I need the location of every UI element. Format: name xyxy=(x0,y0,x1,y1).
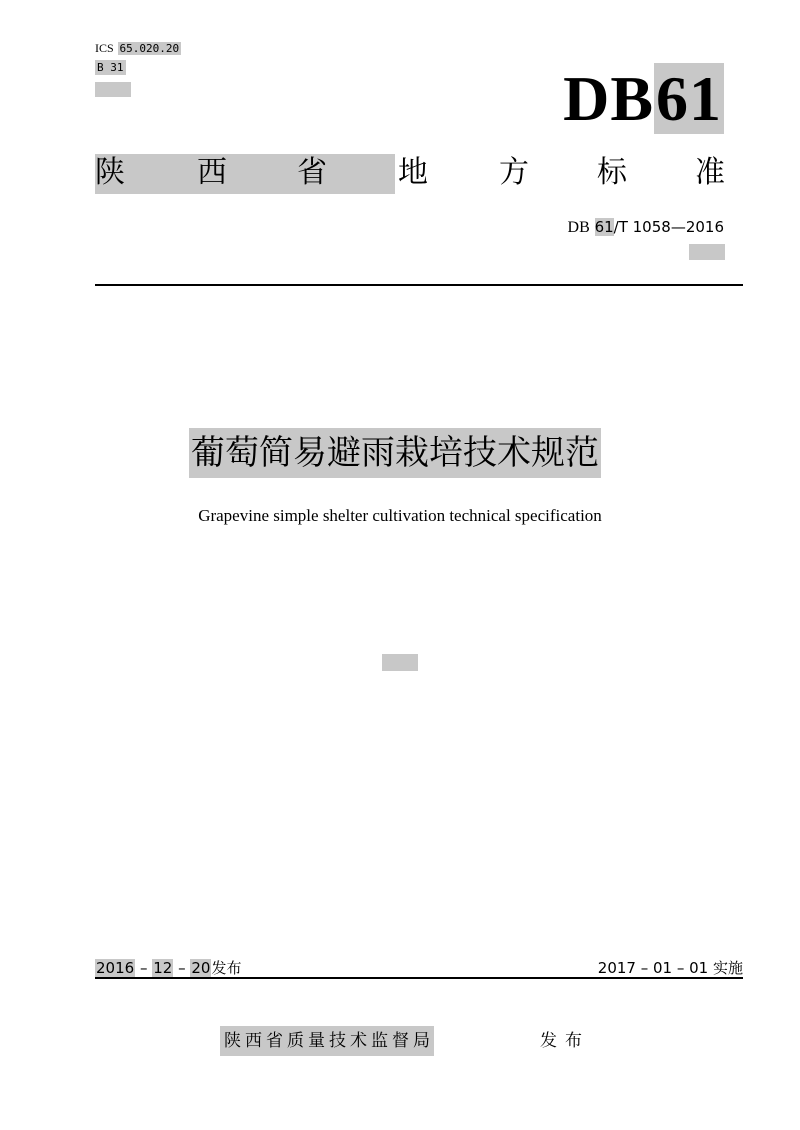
standard-type-heading xyxy=(95,150,727,196)
issue-label: 发布 xyxy=(540,1031,590,1051)
ics-classification xyxy=(95,41,181,56)
redaction-block xyxy=(95,82,131,97)
type-char: 西 xyxy=(197,155,227,190)
standard-number xyxy=(568,217,724,238)
std-number-prefix: DB xyxy=(567,219,590,236)
db-logo-prefix: DB xyxy=(563,63,654,134)
redaction-block xyxy=(689,244,725,260)
bottom-divider xyxy=(95,977,743,979)
type-char: 陕 xyxy=(95,155,125,190)
db-logo-number: 61 xyxy=(656,63,722,134)
effective-label: 实施 xyxy=(712,959,743,977)
std-number-region: 61 xyxy=(594,218,614,236)
std-number-suffix: /T 1058—2016 xyxy=(613,218,724,236)
type-char: 省 xyxy=(297,155,327,190)
ics-label: ICS xyxy=(95,41,114,55)
highlight-block xyxy=(95,154,395,194)
release-day: 20 xyxy=(191,959,211,977)
db-logo xyxy=(563,62,724,136)
type-char: 标 xyxy=(597,155,627,190)
type-char: 准 xyxy=(695,155,725,190)
release-date: 2016 – 12 – 20发布 xyxy=(96,959,242,977)
issuing-authority: 陕西省质量技术监督局 xyxy=(220,1026,434,1056)
release-label: 发布 xyxy=(211,959,242,977)
type-char: 地 xyxy=(398,155,428,190)
type-char: 方 xyxy=(499,155,529,190)
ics-code: 65.020.20 xyxy=(119,42,180,55)
redaction-block xyxy=(382,654,418,671)
release-month: 12 xyxy=(153,959,173,977)
effective-date-value: 2017 – 01 – 01 xyxy=(597,959,709,977)
title-chinese: 葡萄简易避雨栽培技术规范 xyxy=(189,428,601,478)
release-year: 2016 xyxy=(96,959,135,977)
top-divider xyxy=(95,284,743,286)
ccs-code: B 31 xyxy=(97,61,124,74)
title-english: Grapevine simple shelter cultivation technical specification xyxy=(198,506,602,525)
effective-date xyxy=(598,958,743,978)
